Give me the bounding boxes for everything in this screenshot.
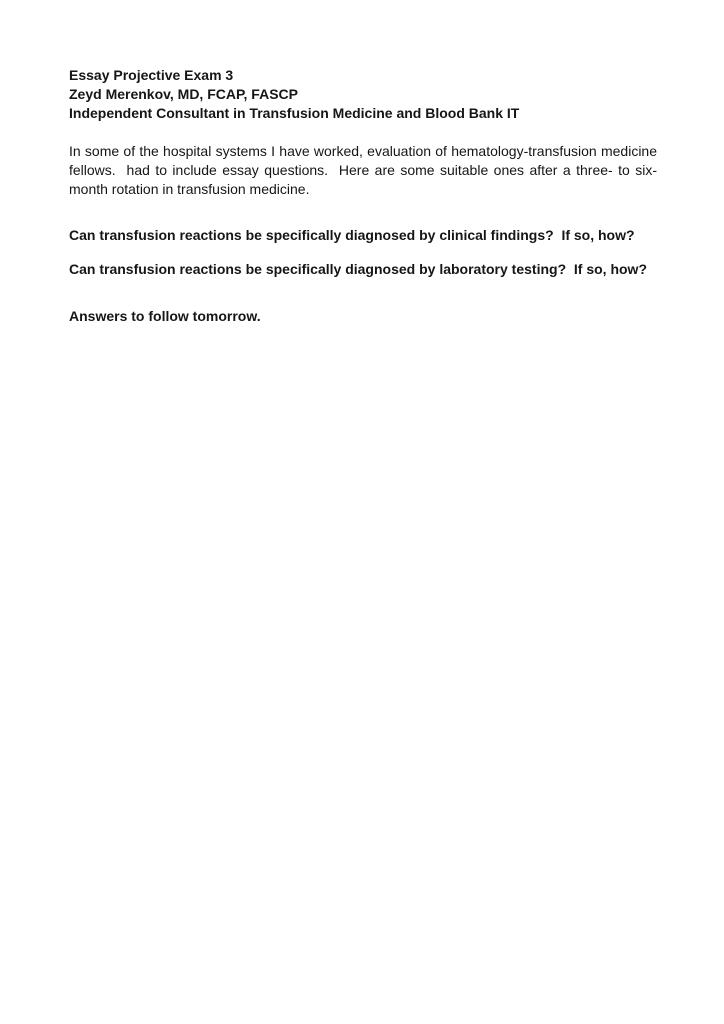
document-affiliation: Independent Consultant in Transfusion Medicine and Blood Bank IT	[69, 105, 520, 121]
document-content	[0, 0, 724, 326]
document-author: Zeyd Merenkov, MD, FCAP, FASCP	[69, 86, 298, 102]
intro-paragraph: In some of the hospital systems I have worked, evaluation of hematology-transfusion medicine fellows. had to include essay questions. Here are some suitable ones after a three- to six-month rotation in transfusion medicine.	[69, 143, 661, 197]
document-title: Essay Projective Exam 3	[69, 67, 234, 83]
essay-question-2: Can transfusion reactions be specifically diagnosed by laboratory testing? If so, how?	[69, 261, 647, 277]
document-header	[69, 66, 657, 123]
essay-question-1: Can transfusion reactions be specifically diagnosed by clinical findings? If so, how?	[69, 227, 635, 243]
closing-line: Answers to follow tomorrow.	[69, 308, 261, 324]
